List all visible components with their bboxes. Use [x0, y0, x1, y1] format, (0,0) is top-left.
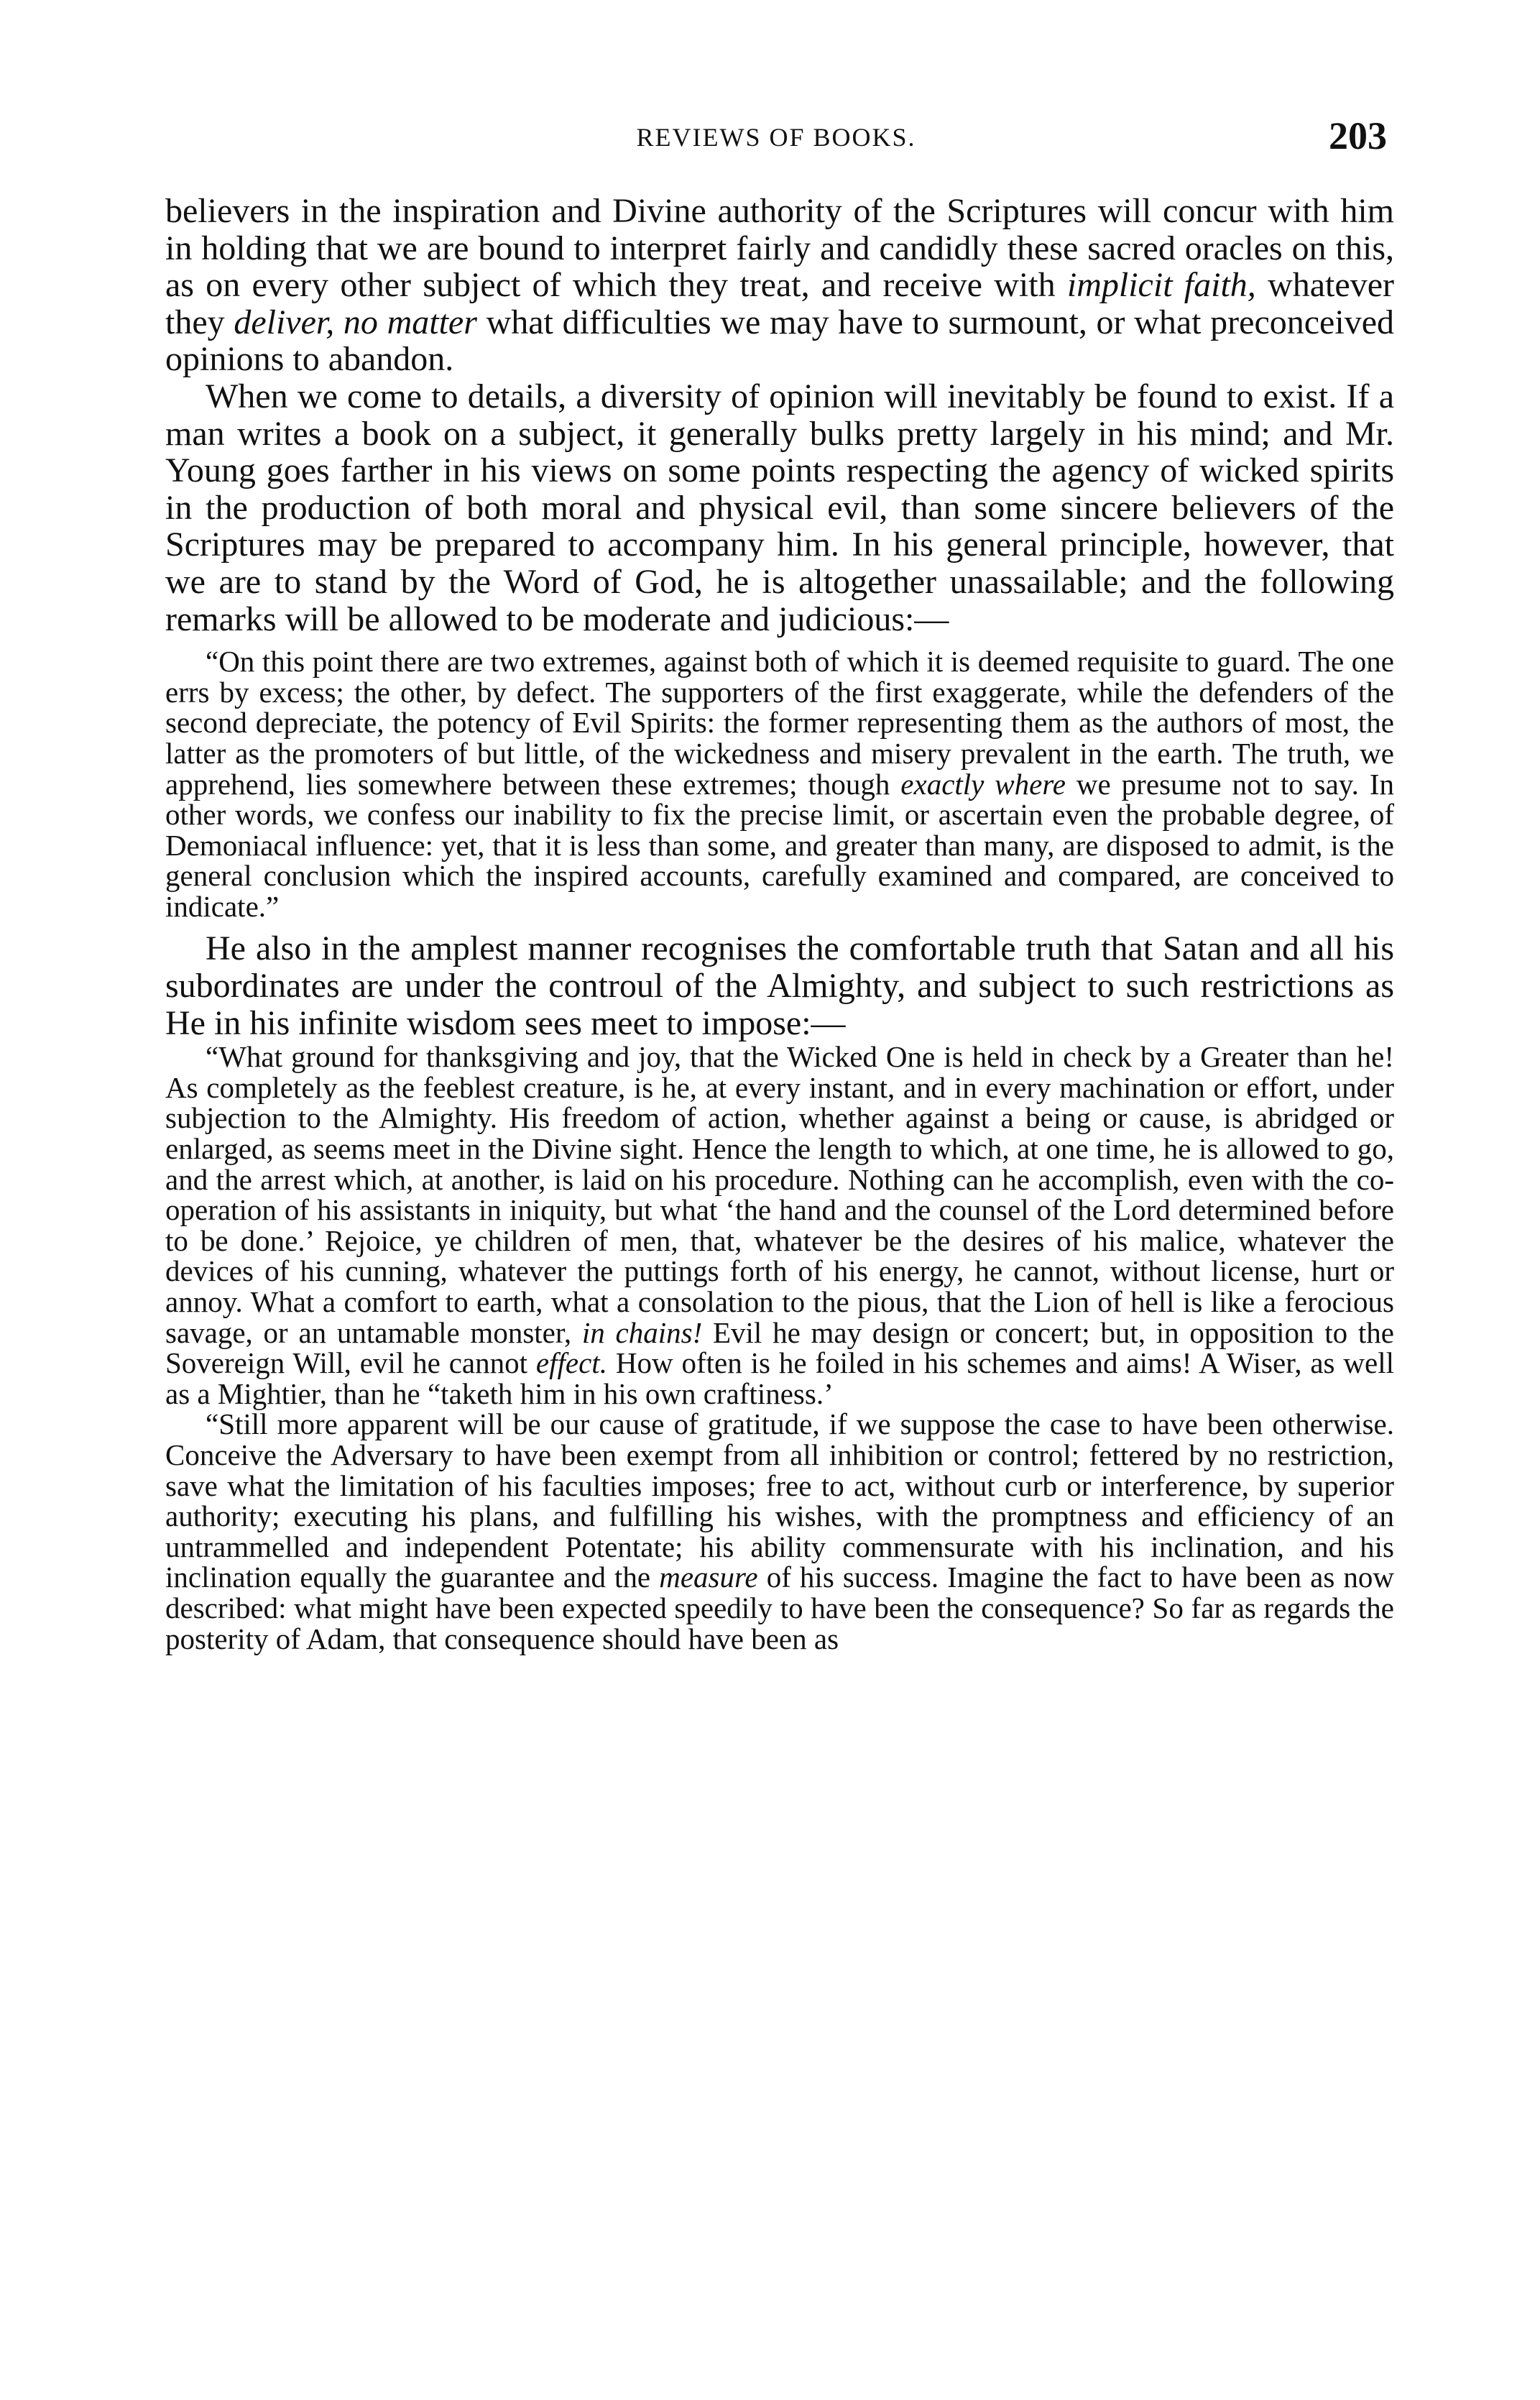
- paragraph: [165, 193, 1394, 378]
- text-run: He also in the amplest manner recognises the comfortable truth that Satan and all his subordinates are under the controul of the Almighty, and subject to such restrictions as He in his infinite wisdom sees meet to impose:—: [165, 929, 1394, 1042]
- block-quote: [165, 646, 1394, 921]
- text-run: “Still more apparent will be our cause of gratitude, if we suppose the case to have been otherwise. Conceive the Adversary to have been exempt from all inhibition or control; fettered by no restriction, save what the limitation of his faculties imposes; free to act, without curb or interference, by superior authority; executing his plans, and fulfilling his wishes, with the promptness and efficiency of an untrammelled and independent Potentate; his ability commensurate with his inclination, and his inclination equally the guarantee and the: [165, 1407, 1394, 1594]
- text-run: “On this point there are two extremes, against both of which it is deemed requisite to guard. The one errs by excess; the other, by defect. The supporters of the first exaggerate, while the defenders of the second depreciate, the potency of Evil Spirits: the former representing them as the authors of most, the latter as the promoters of but little, of the wickedness and misery prevalent in the earth. The truth, we apprehend, lies somewhere between these extremes; though: [165, 645, 1394, 801]
- text-run: whatever they: [165, 266, 1394, 341]
- paragraph: [165, 378, 1394, 638]
- running-title: REVIEWS OF BOOKS.: [636, 123, 916, 152]
- text-block: [165, 193, 1394, 1654]
- italic-text: implicit faith,: [1066, 266, 1256, 305]
- text-run: Evil he may design or concert; but, in opposition to the Sovereign Will, evil he cannot: [165, 1315, 1394, 1380]
- italic-text: in chains!: [581, 1315, 703, 1349]
- text-run: believers in the inspiration and Divine authority of the Scriptures will concur with him in holding that we are bound to interpret fairly and candidly these sacred oracles on this, as on every other subject of which they treat, and receive with: [165, 192, 1394, 305]
- page-header: [165, 114, 1387, 164]
- italic-text: exactly where: [900, 767, 1066, 801]
- paragraph: [165, 930, 1394, 1042]
- text-run: “What ground for thanksgiving and joy, that the Wicked One is held in check by a Greater than he! As completely as the feeblest creature, is he, at every instant, and in every machination or effort, under subjection to the Almighty. His freedom of action, whether against a being or cause, is abridged or enlarged, as seems meet in the Divine sight. Hence the length to which, at one time, he is allowed to go, and the arrest which, at another, is laid on his procedure. Nothing can he accomplish, even with the co-operation of his assistants in iniquity, but what ‘the hand and the counsel of the Lord determined before to be done.’ Rejoice, ye children of men, that, whatever be the desires of his malice, whatever the devices of his cunning, whatever the puttings forth of his energy, he cannot, without license, hurt or annoy. What a comfort to earth, what a consolation to the pious, that the Lion of hell is like a ferocious savage, or an untamable monster,: [165, 1040, 1394, 1349]
- page-number: 203: [1329, 114, 1387, 157]
- text-run: of his success. Imagine the fact to have been as now described: what might have been expected speedily to have been the consequence? So far as regards the posterity of Adam, that consequence should have been as: [165, 1560, 1394, 1655]
- italic-text: measure: [659, 1560, 758, 1594]
- block-quote: [165, 1042, 1394, 1409]
- text-run: When we come to details, a diversity of opinion will inevitably be found to exist. If a man writes a book on a subject, it generally bulks pretty largely in his mind; and Mr. Young goes farther in his views on some points respecting the agency of wicked spirits in the production of both moral and physical evil, than some sincere believers of the Scriptures may be prepared to accompany him. In his general principle, however, that we are to stand by the Word of God, he is altogether unassailable; and the following remarks will be allowed to be moderate and judicious:—: [165, 377, 1394, 638]
- text-run: How often is he foiled in his schemes and aims! A Wiser, as well as a Mightier, than he “taketh him in his own craftiness.’: [165, 1346, 1394, 1410]
- italic-text: effect.: [535, 1346, 607, 1380]
- text-run: what difficulties we may have to surmount, or what preconceived opinions to abandon.: [165, 303, 1395, 379]
- text-run: we presume not to say. In other words, we confess our inability to fix the precise limit, or ascertain even the probable degree, of Demoniacal influence: yet, that it is less than some, and greater than many, are disposed to admit, is the general conclusion which the inspired accounts, carefully examined and compared, are conceived to indicate.”: [165, 767, 1394, 923]
- italic-text: deliver, no matter: [234, 303, 477, 341]
- block-quote: [165, 1409, 1394, 1654]
